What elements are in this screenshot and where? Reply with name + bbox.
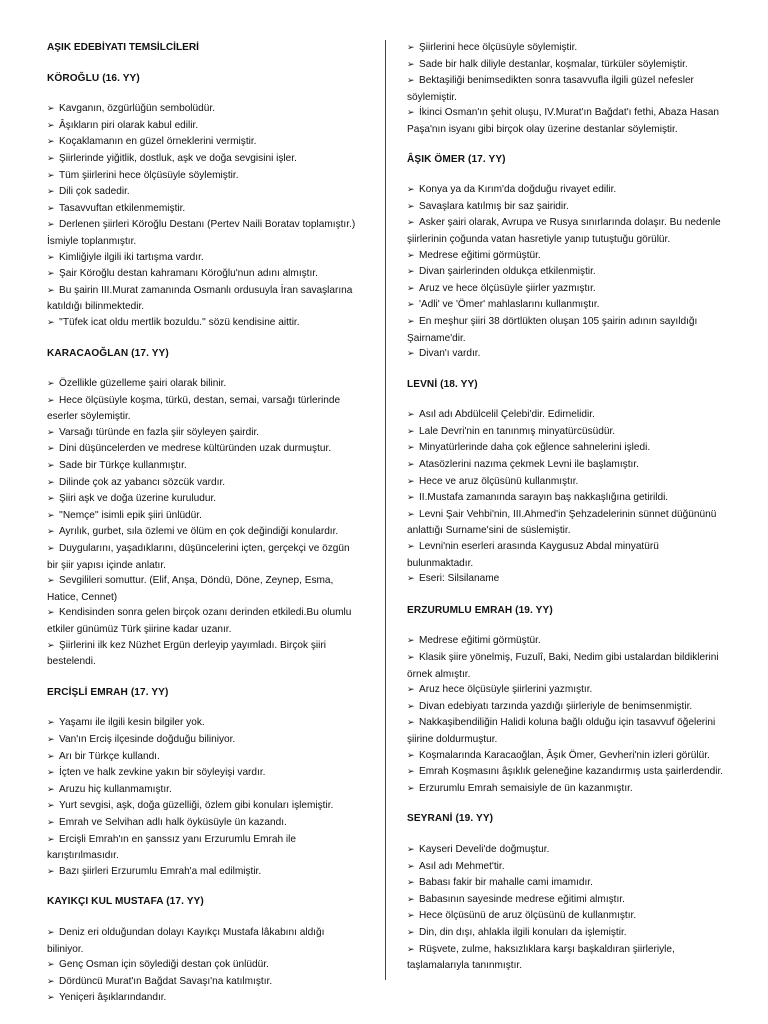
- section-heading: KAYIKÇI KUL MUSTAFA (17. YY): [47, 896, 204, 908]
- section-heading: LEVNİ (18. YY): [407, 378, 478, 390]
- arrowhead-bullet-icon: ➢: [407, 476, 415, 487]
- list-item: ➢ Levni Şair Vehbi'nin, III.Ahmed'in Şehzadelerinin sünnet düğününü anlattığı Surname'sini de süslemiştir.: [407, 508, 717, 537]
- list-item: ➢ Minyatürlerinde daha çok eğlence sahnelerini işledi.: [407, 440, 725, 457]
- arrowhead-bullet-icon: ➢: [47, 494, 55, 505]
- arrowhead-bullet-icon: ➢: [47, 784, 55, 795]
- section-asik-omer: [407, 152, 725, 363]
- list-item: ➢ Medrese eğitimi görmüştür.: [407, 248, 725, 265]
- list-item: ➢ İçten ve halk zevkine yakın bir söyleyişi vardır.: [47, 765, 357, 782]
- arrowhead-bullet-icon: ➢: [47, 170, 55, 181]
- arrowhead-bullet-icon: ➢: [47, 427, 55, 438]
- section-seyrani: [407, 811, 725, 973]
- list-item: ➢ Kavganın, özgürlüğün sembolüdür.: [47, 101, 357, 118]
- list-item: ➢ Yeniçeri âşıklarındandır.: [47, 990, 357, 1007]
- arrowhead-bullet-icon: ➢: [407, 750, 415, 761]
- section-continuation: [407, 40, 725, 138]
- section-ercisli-emrah: [47, 685, 357, 881]
- arrowhead-bullet-icon: ➢: [47, 137, 55, 148]
- list-item: ➢ Aruz hece ölçüsüyle şiirlerini yazmıştır.: [407, 682, 725, 699]
- arrowhead-bullet-icon: ➢: [407, 653, 415, 663]
- list-item: ➢ Şiirlerini hece ölçüsüyle söylemiştir.: [407, 40, 725, 57]
- list-item: ➢ Savaşlara katılmış bir saz şairidir.: [407, 199, 725, 216]
- list-item: ➢ Duygularını, yaşadıklarını, düşüncelerini içten, gerçekçi ve özgün bir şiir yapısı içinde anlatır.: [47, 543, 350, 571]
- bullet-list: [407, 40, 725, 138]
- list-item: ➢ Deniz eri olduğundan dolayı Kayıkçı Mustafa lâkabını aldığı biliniyor.: [47, 926, 325, 955]
- list-item: ➢ Asıl adı Mehmet'tir.: [407, 859, 725, 876]
- list-item: ➢ ''Tüfek icat oldu mertlik bozuldu.'' sözü kendisine aittir.: [47, 315, 357, 332]
- arrowhead-bullet-icon: ➢: [407, 59, 415, 70]
- list-item: ➢ Van'ın Erciş ilçesinde doğduğu biliniyor.: [47, 732, 357, 749]
- arrowhead-bullet-icon: ➢: [47, 866, 55, 877]
- list-item: ➢ Arı bir Türkçe kullandı.: [47, 749, 357, 766]
- right-column: [407, 40, 725, 974]
- arrowhead-bullet-icon: ➢: [47, 285, 55, 296]
- left-column: [47, 40, 357, 1007]
- list-item: ➢ İkinci Osman'ın şehit oluşu, IV.Murat'ın Bağdat'ı fethi, Abaza Hasan Paşa'nın isyanı gibi birçok olay üzerine destanlar söylemiştir.: [407, 107, 719, 135]
- arrowhead-bullet-icon: ➢: [407, 443, 415, 454]
- arrowhead-bullet-icon: ➢: [407, 574, 415, 585]
- section-heading: ERZURUMLU EMRAH (19. YY): [407, 604, 553, 616]
- list-item: ➢ Tüm şiirlerini hece ölçüsüyle söylemiştir.: [47, 168, 357, 185]
- arrowhead-bullet-icon: ➢: [47, 153, 55, 164]
- list-item: ➢ Atasözlerini nazıma çekmek Levni ile başlamıştır.: [407, 457, 725, 474]
- arrowhead-bullet-icon: ➢: [407, 783, 415, 794]
- arrowhead-bullet-icon: ➢: [407, 218, 415, 229]
- list-item: ➢ Sade bir halk diliyle destanlar, koşmalar, türküler söylemiştir.: [407, 57, 725, 74]
- arrowhead-bullet-icon: ➢: [407, 701, 415, 712]
- list-item: ➢ Sade bir Türkçe kullanmıştır.: [47, 458, 357, 475]
- section-koroglu: [47, 71, 357, 332]
- arrowhead-bullet-icon: ➢: [407, 944, 415, 955]
- arrowhead-bullet-icon: ➢: [47, 220, 55, 231]
- arrowhead-bullet-icon: ➢: [47, 751, 55, 762]
- arrowhead-bullet-icon: ➢: [407, 844, 415, 855]
- list-item: ➢ Medrese eğitimi görmüştür.: [407, 633, 725, 650]
- list-item: ➢ Erzurumlu Emrah semaisiyle de ün kazanmıştır.: [407, 781, 725, 798]
- list-item: ➢ Babası fakir bir mahalle cami imamıdır.: [407, 875, 725, 892]
- list-item: ➢ Asıl adı Abdülcelil Çelebi'dir. Edirnelidir.: [407, 407, 725, 424]
- arrowhead-bullet-icon: ➢: [407, 878, 415, 889]
- arrowhead-bullet-icon: ➢: [407, 493, 415, 504]
- list-item: ➢ Koçaklamanın en güzel örneklerini vermiştir.: [47, 134, 357, 151]
- spacer: [47, 670, 357, 685]
- arrowhead-bullet-icon: ➢: [407, 911, 415, 922]
- list-item: ➢ Varsağı türünde en fazla şiir söyleyen şairdir.: [47, 425, 357, 442]
- list-item: ➢ Kendisinden sonra gelen birçok ozanı derinden etkiledi.Bu olumlu etkiler günümüz Türk şiirine kadar uzanır.: [47, 607, 352, 635]
- arrowhead-bullet-icon: ➢: [407, 250, 415, 261]
- bullet-list: [407, 407, 725, 588]
- list-item: ➢ Sevgilileri somuttur. (Elif, Anşa, Döndü, Döne, Zeynep, Esma, Hatice, Cennet): [47, 575, 334, 603]
- arrowhead-bullet-icon: ➢: [47, 203, 55, 214]
- list-item: ➢ Yaşamı ile ilgili kesin bilgiler yok.: [47, 715, 357, 732]
- section-heading: SEYRANİ (19. YY): [407, 813, 494, 825]
- arrowhead-bullet-icon: ➢: [407, 185, 415, 196]
- section-karacaoglan: [47, 346, 357, 670]
- list-item: ➢ Aruzu hiç kullanmamıştır.: [47, 782, 357, 799]
- list-item: ➢ Eseri: Silsilaname: [407, 571, 725, 588]
- arrowhead-bullet-icon: ➢: [47, 187, 55, 198]
- list-item: ➢ Derlenen şiirleri Köroğlu Destanı (Pertev Naili Boratav toplamıştır.) İsmiyle toplanmıştır.: [47, 219, 356, 247]
- list-item: ➢ Din, din dışı, ahlakla ilgili konuları da işlemiştir.: [407, 925, 725, 942]
- list-item: ➢ Rüşvete, zulme, haksızlıklara karşı başkaldıran şiirleriyle, taşlamalarıyla tanınmıştır.: [407, 943, 675, 972]
- list-item: ➢ Nakkaşibendiliğin Halidi koluna bağlı olduğu için tasavvuf öğelerini şiirine doldurmuştur.: [407, 717, 716, 745]
- arrowhead-bullet-icon: ➢: [47, 608, 55, 619]
- list-item: ➢ Genç Osman için söylediği destan çok ünlüdür.: [47, 957, 357, 974]
- section-heading: KÖROĞLU (16. YY): [47, 72, 140, 84]
- arrowhead-bullet-icon: ➢: [407, 426, 415, 437]
- list-item: ➢ Dördüncü Murat'ın Bağdat Savaşı'na katılmıştır.: [47, 974, 357, 991]
- list-item: ➢ Divan edebiyatı tarzında yazdığı şiirleriyle de benimsenmiştir.: [407, 699, 725, 716]
- arrowhead-bullet-icon: ➢: [47, 120, 55, 131]
- list-item: ➢ Dini düşüncelerden ve medrese kültüründen uzak durmuştur.: [47, 441, 357, 458]
- section-heading: ÂŞIK ÖMER (17. YY): [407, 153, 506, 165]
- arrowhead-bullet-icon: ➢: [47, 104, 55, 115]
- arrowhead-bullet-icon: ➢: [407, 283, 415, 294]
- list-item: ➢ Şair Köroğlu destan kahramanı Köroğlu'nun adını almıştır.: [47, 266, 357, 283]
- arrowhead-bullet-icon: ➢: [407, 685, 415, 696]
- arrowhead-bullet-icon: ➢: [47, 544, 55, 555]
- arrowhead-bullet-icon: ➢: [407, 76, 415, 87]
- list-item: ➢ Lale Devri'nin en tanınmış minyatürcüsüdür.: [407, 424, 725, 441]
- bullet-list: [47, 376, 357, 670]
- list-item: ➢ Bazı şiirleri Erzurumlu Emrah'a mal edilmiştir.: [47, 864, 357, 881]
- arrowhead-bullet-icon: ➢: [407, 636, 415, 647]
- list-item: ➢ Kimliğiyle ilgili iki tartışma vardır.: [47, 250, 357, 267]
- arrowhead-bullet-icon: ➢: [407, 349, 415, 360]
- list-item: ➢ Emrah Koşmasını âşıklık geleneğine kazandırmış usta şairlerdendir.: [407, 764, 725, 781]
- arrowhead-bullet-icon: ➢: [407, 767, 415, 778]
- arrowhead-bullet-icon: ➢: [47, 993, 55, 1004]
- arrowhead-bullet-icon: ➢: [407, 927, 415, 938]
- arrowhead-bullet-icon: ➢: [47, 976, 55, 987]
- column-divider: [385, 40, 386, 980]
- list-item: ➢ ''Nemçe'' isimli epik şiiri ünlüdür.: [47, 508, 357, 525]
- arrowhead-bullet-icon: ➢: [47, 817, 55, 828]
- arrowhead-bullet-icon: ➢: [47, 801, 55, 812]
- section-kayikci-kul-mustafa: [47, 894, 357, 1007]
- arrowhead-bullet-icon: ➢: [407, 861, 415, 872]
- list-item: ➢ Âşıkların piri olarak kabul edilir.: [47, 118, 357, 135]
- arrowhead-bullet-icon: ➢: [47, 269, 55, 280]
- arrowhead-bullet-icon: ➢: [47, 834, 55, 845]
- list-item: ➢ Hece ölçüsüyle koşma, türkü, destan, semai, varsağı türlerinde eserler söylemiştir.: [47, 394, 341, 423]
- bullet-list: [47, 715, 357, 880]
- list-item: ➢ Şiiri aşk ve doğa üzerine kuruludur.: [47, 491, 357, 508]
- arrowhead-bullet-icon: ➢: [407, 267, 415, 278]
- arrowhead-bullet-icon: ➢: [407, 316, 415, 327]
- list-item: ➢ Koşmalarında Karacaoğlan, Âşık Ömer, Gevheri'nin izleri görülür.: [407, 748, 725, 765]
- arrowhead-bullet-icon: ➢: [407, 460, 415, 471]
- arrowhead-bullet-icon: ➢: [47, 960, 55, 971]
- bullet-list: [407, 182, 725, 363]
- list-item: ➢ Yurt sevgisi, aşk, doğa güzelliği, özlem gibi konuları işlemiştir.: [47, 798, 357, 815]
- arrowhead-bullet-icon: ➢: [47, 477, 55, 488]
- arrowhead-bullet-icon: ➢: [407, 43, 415, 53]
- list-item: ➢ Hece ve aruz ölçüsünü kullanmıştır.: [407, 474, 725, 491]
- arrowhead-bullet-icon: ➢: [47, 734, 55, 745]
- bullet-list: [407, 633, 725, 797]
- arrowhead-bullet-icon: ➢: [407, 108, 415, 119]
- arrowhead-bullet-icon: ➢: [407, 718, 415, 729]
- arrowhead-bullet-icon: ➢: [47, 527, 55, 538]
- bullet-list: [47, 101, 357, 331]
- document-title: AŞIK EDEBİYATI TEMSİLCİLERİ: [47, 42, 199, 53]
- arrowhead-bullet-icon: ➢: [407, 894, 415, 905]
- list-item: ➢ Divan'ı vardır.: [407, 346, 725, 363]
- list-item: ➢ Levni'nin eserleri arasında Kaygusuz Abdal minyatürü bulunmaktadır.: [407, 541, 659, 569]
- list-item: ➢ Ayrılık, gurbet, sıla özlemi ve ölüm en çok değindiği konulardır.: [47, 524, 357, 541]
- bullet-list: [407, 842, 725, 974]
- arrowhead-bullet-icon: ➢: [407, 410, 415, 421]
- list-item: ➢ Konya ya da Kırım'da doğduğu rivayet edilir.: [407, 182, 725, 199]
- section-heading: ERCİŞLİ EMRAH (17. YY): [47, 686, 169, 698]
- arrowhead-bullet-icon: ➢: [47, 718, 55, 729]
- arrowhead-bullet-icon: ➢: [47, 510, 55, 521]
- arrowhead-bullet-icon: ➢: [47, 927, 55, 938]
- list-item: ➢ Ercişli Emrah'ın en şanssız yanı Erzurumlu Emrah ile karıştırılmasıdır.: [47, 833, 296, 862]
- section-erzurumlu-emrah: [407, 603, 725, 798]
- list-item: ➢ Hece ölçüsünü de aruz ölçüsünü de kullanmıştır.: [407, 908, 725, 925]
- arrowhead-bullet-icon: ➢: [47, 768, 55, 779]
- arrowhead-bullet-icon: ➢: [407, 542, 415, 553]
- list-item: ➢ En meşhur şiiri 38 dörtlükten oluşan 105 şairin adının sayıldığı Şairname'dir.: [407, 315, 698, 344]
- list-item: ➢ Bektaşiliği benimsedikten sonra tasavvufla ilgili güzel nefesler söylemiştir.: [407, 75, 694, 103]
- arrowhead-bullet-icon: ➢: [407, 300, 415, 311]
- section-heading: KARACAOĞLAN (17. YY): [47, 347, 169, 359]
- list-item: ➢ Babasının sayesinde medrese eğitimi almıştır.: [407, 892, 725, 909]
- list-item: ➢ Aruz ve hece ölçüsüyle şiirler yazmıştır.: [407, 281, 725, 298]
- list-item: ➢ Divan şairlerinden oldukça etkilenmiştir.: [407, 264, 725, 281]
- arrowhead-bullet-icon: ➢: [407, 201, 415, 212]
- list-item: ➢ Şiirlerinde yiğitlik, dostluk, aşk ve doğa sevgisini işler.: [47, 151, 357, 168]
- arrowhead-bullet-icon: ➢: [47, 461, 55, 472]
- arrowhead-bullet-icon: ➢: [47, 317, 55, 328]
- arrowhead-bullet-icon: ➢: [47, 640, 55, 651]
- arrowhead-bullet-icon: ➢: [47, 395, 55, 406]
- arrowhead-bullet-icon: ➢: [47, 379, 55, 390]
- arrowhead-bullet-icon: ➢: [407, 509, 415, 520]
- list-item: ➢ Şiirlerini ilk kez Nüzhet Ergün derleyip yayımladı. Birçok şiiri bestelendi.: [47, 639, 327, 668]
- section-levni: [407, 377, 725, 588]
- list-item: ➢ Bu şairin III.Murat zamanında Osmanlı ordusuyla İran savaşlarına katıldığı bilinmektedir.: [47, 284, 353, 313]
- arrowhead-bullet-icon: ➢: [47, 444, 55, 455]
- spacer: [407, 588, 725, 603]
- list-item: ➢ Kayseri Develi'de doğmuştur.: [407, 842, 725, 859]
- arrowhead-bullet-icon: ➢: [47, 576, 55, 587]
- list-item: ➢ Klasik şiire yönelmiş, Fuzulî, Baki, Nedim gibi ustalardan bildiklerini örnek almıştır.: [407, 652, 719, 680]
- list-item: ➢ Tasavvuftan etkilenmemiştir.: [47, 201, 357, 218]
- list-item: ➢ Dili çok sadedir.: [47, 184, 357, 201]
- bullet-list: [47, 925, 357, 1007]
- list-item: ➢ Dilinde çok az yabancı sözcük vardır.: [47, 475, 357, 492]
- list-item: ➢ Özellikle güzelleme şairi olarak bilinir.: [47, 376, 357, 393]
- arrowhead-bullet-icon: ➢: [47, 252, 55, 263]
- list-item: ➢ Asker şairi olarak, Avrupa ve Rusya sınırlarında dolaşır. Bu nedenle şiirlerinin çoğunda vatan hasretiyle yanıp tutuştuğu görülür.: [407, 217, 721, 245]
- list-item: ➢ 'Adli' ve 'Ömer' mahlaslarını kullanmıştır.: [407, 297, 725, 314]
- list-item: ➢ II.Mustafa zamanında sarayın baş nakkaşlığına getirildi.: [407, 490, 725, 507]
- list-item: ➢ Emrah ve Selvihan adlı halk öyküsüyle ün kazandı.: [47, 815, 357, 832]
